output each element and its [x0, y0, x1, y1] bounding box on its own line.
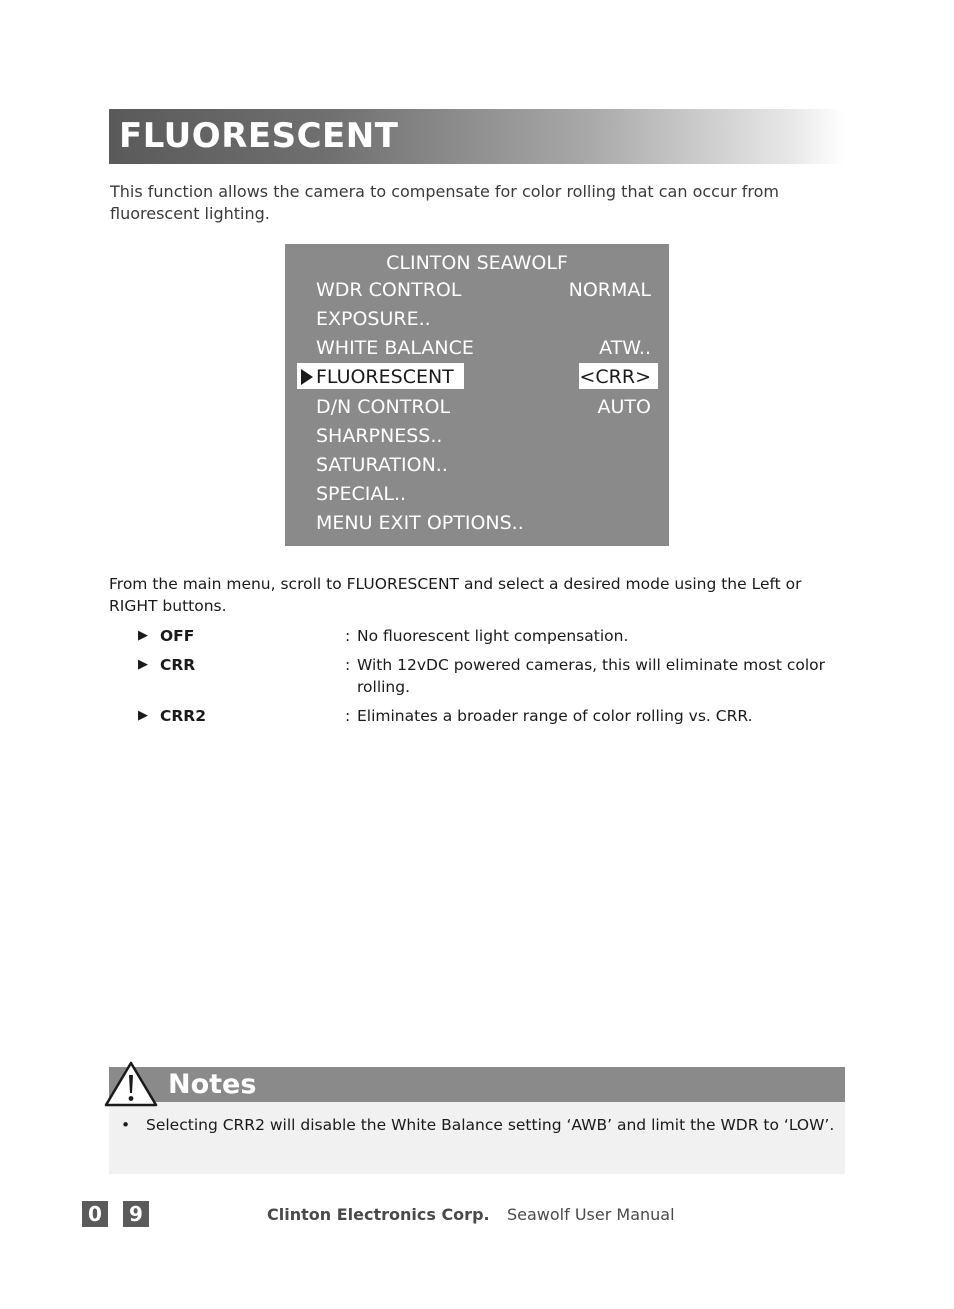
mode-colon: :: [345, 656, 351, 674]
osd-item-label: D/N CONTROL: [316, 396, 451, 418]
osd-item-wdr-control: [285, 276, 669, 304]
osd-item-label: MENU EXIT OPTIONS..: [316, 512, 524, 534]
mode-name: OFF: [160, 627, 195, 645]
osd-item-label: WDR CONTROL: [316, 279, 462, 301]
mode-description: With 12vDC powered cameras, this will eliminate most color rolling.: [357, 656, 826, 696]
osd-item-dn-control: [285, 393, 669, 421]
osd-item-sharpness: [285, 422, 669, 450]
osd-item-special: [285, 480, 669, 508]
mode-name: CRR: [160, 656, 196, 674]
osd-menu-title: CLINTON SEAWOLF: [386, 252, 568, 274]
page-number-digit: 9: [123, 1201, 149, 1227]
osd-item-saturation: [285, 451, 669, 479]
mode-description: Eliminates a broader range of color rolling vs. CRR.: [357, 707, 753, 725]
arrow-right-icon: ▶: [138, 628, 148, 643]
arrow-right-icon: ▶: [138, 708, 148, 723]
notes-title: Notes: [168, 1069, 257, 1100]
intro-paragraph: This function allows the camera to compensate for color rolling that can occur from fluorescent lighting.: [110, 182, 779, 223]
note-text: Selecting CRR2 will disable the White Balance setting ‘AWB’ and limit the WDR to ‘LOW’.: [146, 1116, 835, 1134]
warning-triangle-icon: [104, 1060, 158, 1108]
footer-manual-title: Seawolf User Manual: [507, 1205, 675, 1224]
notes-body: [109, 1102, 845, 1174]
osd-item-fluorescent: [285, 363, 669, 391]
osd-item-value: AUTO: [597, 396, 651, 418]
osd-item-menu-exit-options: [285, 509, 669, 537]
osd-item-label: EXPOSURE..: [316, 308, 431, 330]
instructions-paragraph: From the main menu, scroll to FLUORESCENT and select a desired mode using the Left or RIGHT buttons.: [109, 575, 802, 615]
page-number-digit: 0: [82, 1201, 108, 1227]
osd-item-exposure: [285, 305, 669, 333]
notes-header-bar: [109, 1067, 845, 1102]
osd-item-value: NORMAL: [568, 279, 651, 301]
osd-item-label: FLUORESCENT: [316, 366, 454, 388]
osd-item-label: WHITE BALANCE: [316, 337, 474, 359]
osd-item-white-balance: [285, 334, 669, 362]
footer-company: Clinton Electronics Corp.: [267, 1205, 490, 1224]
mode-colon: :: [345, 707, 351, 725]
section-title: FLUORESCENT: [119, 116, 399, 156]
osd-menu: [285, 244, 669, 546]
bullet-icon: •: [121, 1116, 131, 1134]
osd-item-label: SPECIAL..: [316, 483, 407, 505]
arrow-right-icon: ▶: [138, 657, 148, 672]
osd-item-label: SHARPNESS..: [316, 425, 443, 447]
osd-item-label: SATURATION..: [316, 454, 448, 476]
osd-item-value: ATW..: [599, 337, 651, 359]
osd-item-value: <CRR>: [579, 366, 651, 388]
mode-colon: :: [345, 627, 351, 645]
section-title-bar: [109, 109, 845, 164]
cursor-arrow-icon: [301, 369, 313, 385]
mode-name: CRR2: [160, 707, 207, 725]
mode-description: No fluorescent light compensation.: [357, 627, 629, 645]
